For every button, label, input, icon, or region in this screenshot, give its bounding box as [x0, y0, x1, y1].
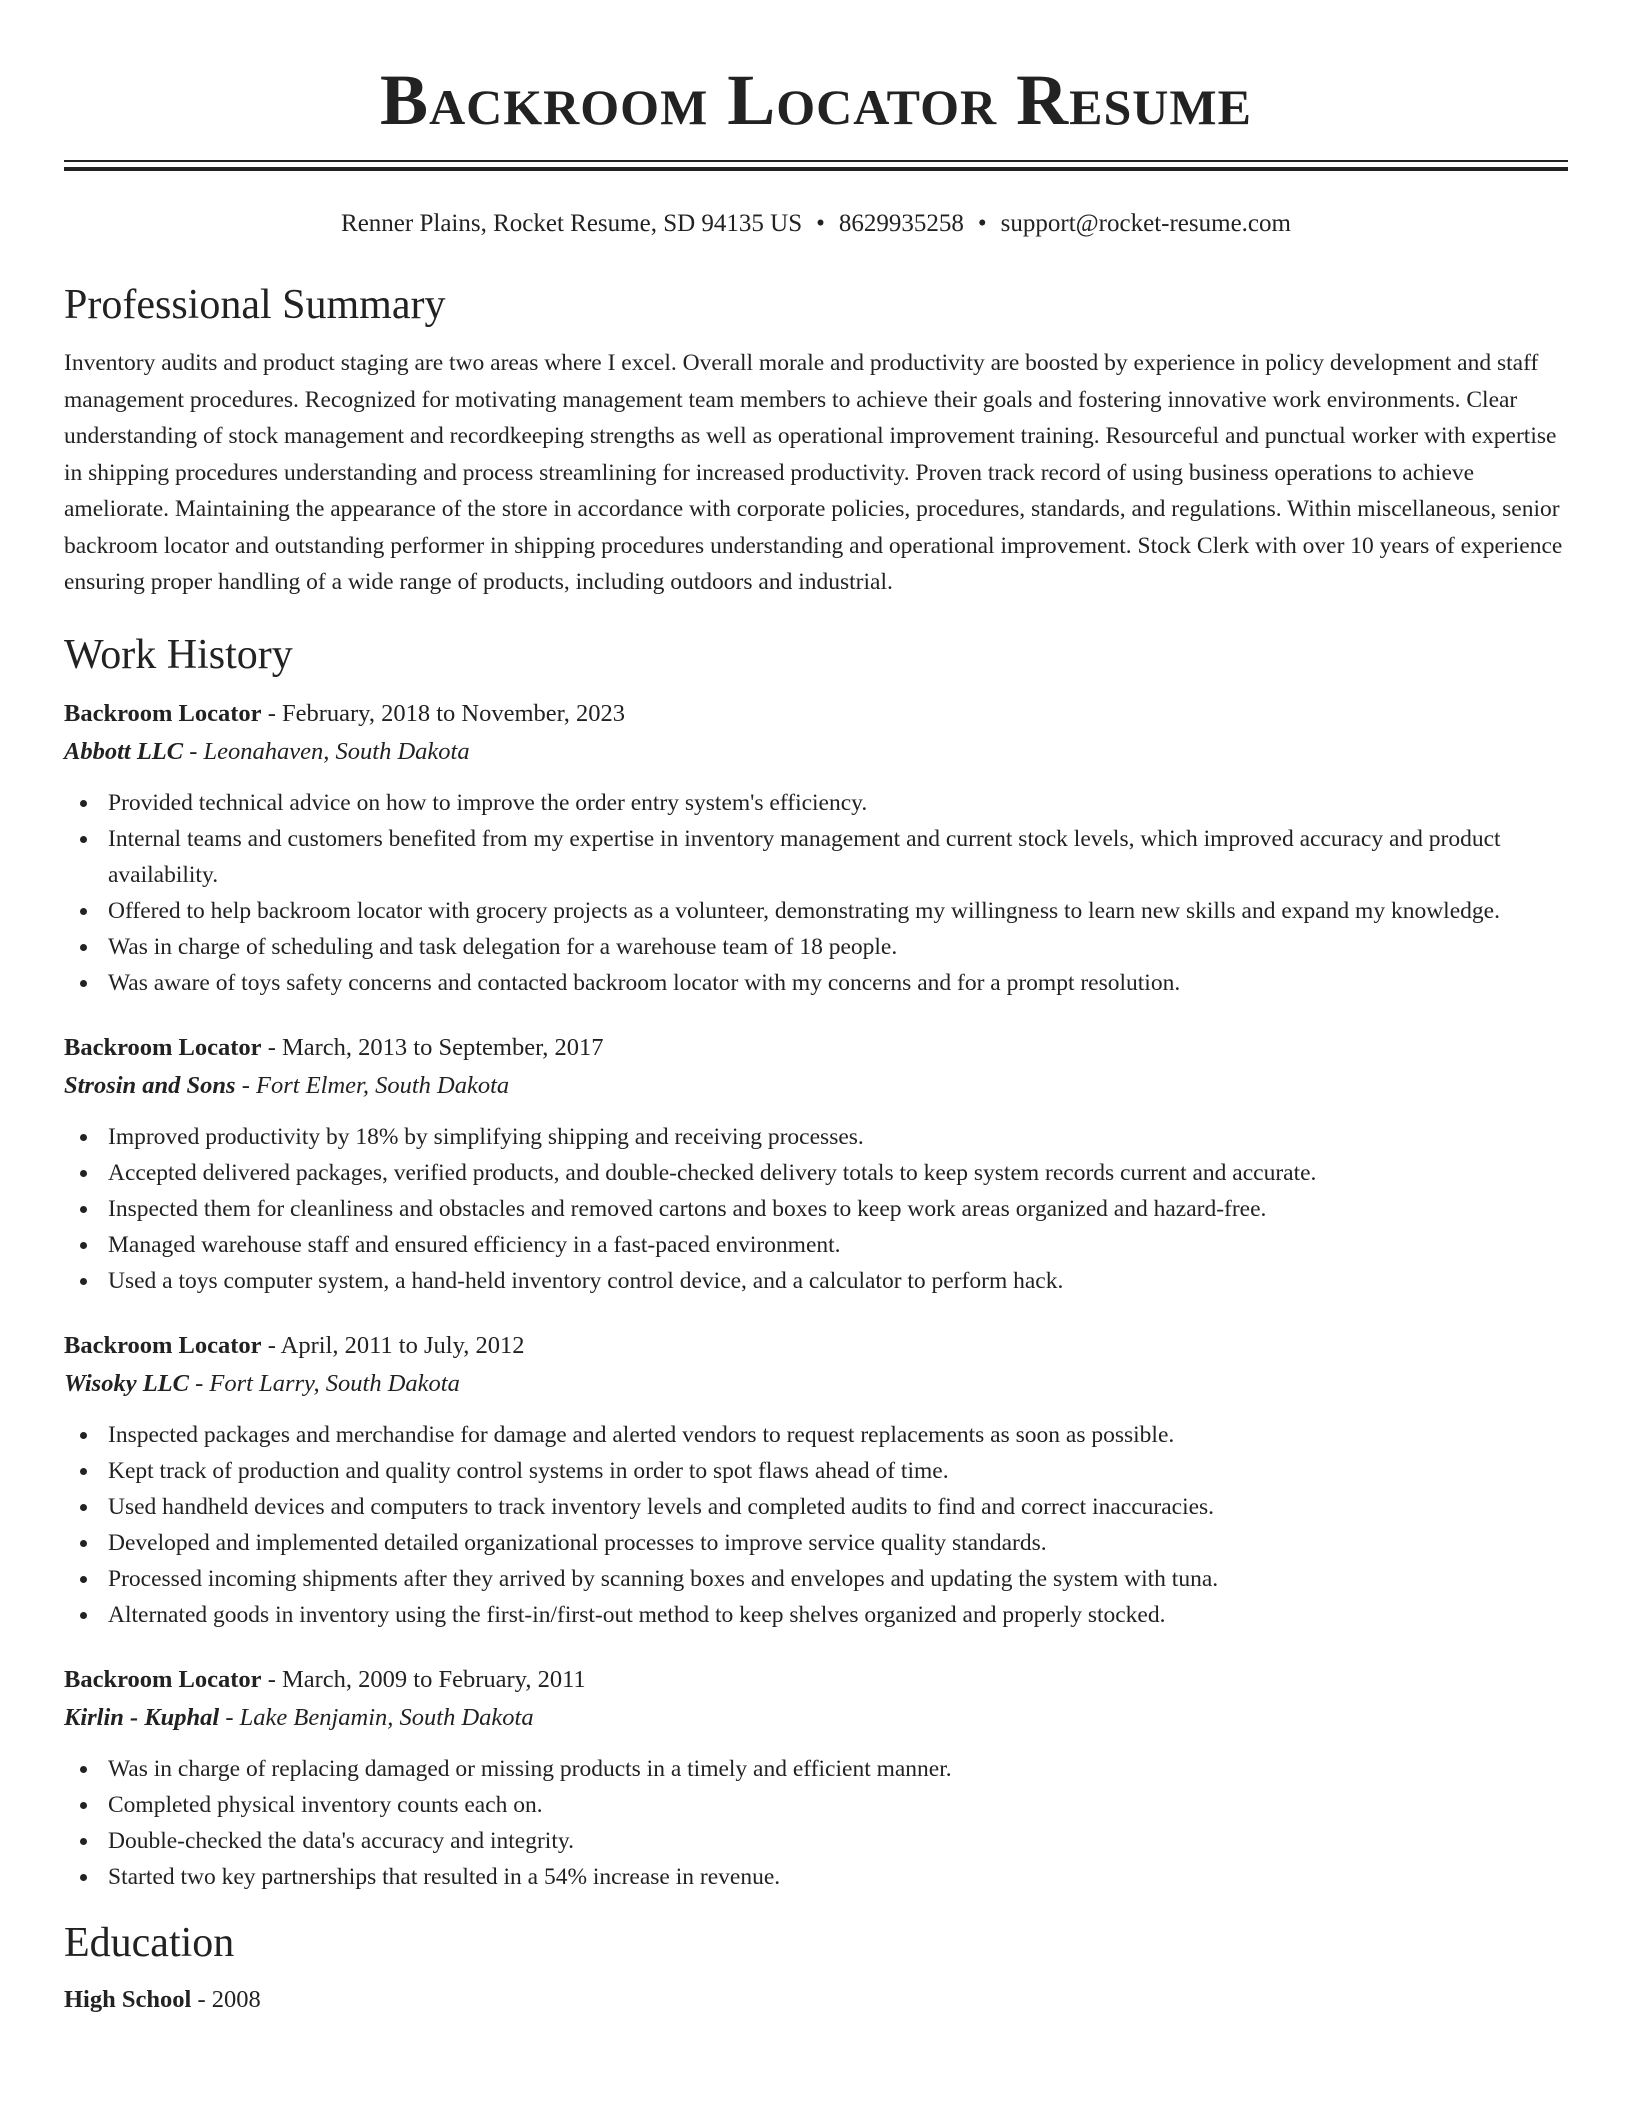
job-title: Backroom Locator: [64, 1665, 262, 1693]
job-bullet-item: Started two key partnerships that resulted in a 54% increase in revenue.: [64, 1859, 1568, 1895]
job-bullet-item: Inspected them for cleanliness and obstacles and removed cartons and boxes to keep work areas organized and hazard-free.: [64, 1191, 1568, 1227]
work-history-list: [64, 695, 1568, 1895]
job-bullet-item: Used handheld devices and computers to track inventory levels and completed audits to find and correct inaccuracies.: [64, 1489, 1568, 1525]
job-bullet-item: Double-checked the data's accuracy and integrity.: [64, 1823, 1568, 1859]
job-bullets: [64, 1751, 1568, 1895]
job-title: Backroom Locator: [64, 699, 262, 727]
education-entry: [64, 1981, 1568, 2019]
job-bullet-item: Internal teams and customers benefited from my expertise in inventory management and current stock levels, which improved accuracy and product availability.: [64, 821, 1568, 893]
job-entry: [64, 1661, 1568, 1895]
job-dates: - March, 2009 to February, 2011: [261, 1665, 586, 1693]
job-entry: [64, 1327, 1568, 1633]
job-company-line: [64, 1365, 1568, 1403]
job-company-line: [64, 1699, 1568, 1737]
summary-heading: Professional Summary: [64, 282, 446, 328]
contact-address: Renner Plains, Rocket Resume, SD 94135 US: [341, 210, 803, 237]
education-year: - 2008: [191, 1985, 261, 2013]
job-header: [64, 1327, 1568, 1365]
job-company-line: [64, 733, 1568, 771]
company-location: - Lake Benjamin, South Dakota: [219, 1703, 534, 1731]
company-name: Wisoky LLC: [64, 1369, 189, 1397]
job-bullet-item: Completed physical inventory counts each on.: [64, 1787, 1568, 1823]
company-name: Kirlin - Kuphal: [64, 1703, 220, 1731]
education-heading: Education: [64, 1919, 235, 1966]
job-header: [64, 1029, 1568, 1067]
job-bullets: [64, 785, 1568, 1001]
job-bullet-item: Managed warehouse staff and ensured efficiency in a fast-paced environment.: [64, 1227, 1568, 1263]
summary-text: Inventory audits and product staging are two areas where I excel. Overall morale and productivity are boosted by experience in policy development and staff management procedures. Recognized for motivating management team members to achieve their goals and fostering innovative work environments. Clear understanding of stock management and recordkeeping strengths as well as operational improvement training. Resourceful and punctual worker with expertise in shipping procedures understanding and process streamlining for increased productivity. Proven track record of using business operations to achieve ameliorate. Maintaining the appearance of the store in accordance with corporate policies, procedures, standards, and regulations. Within miscellaneous, senior backroom locator and outstanding performer in shipping procedures understanding and operational improvement. Stock Clerk with over 10 years of experience ensuring proper handling of a wide range of products, including outdoors and industrial.: [64, 350, 1563, 595]
contact-separator: •: [816, 210, 825, 237]
contact-line: [64, 207, 1568, 241]
job-header: [64, 695, 1568, 733]
company-name: Strosin and Sons: [64, 1071, 236, 1099]
company-name: Abbott LLC: [64, 737, 184, 765]
company-location: - Fort Elmer, South Dakota: [235, 1071, 510, 1099]
job-dates: - February, 2018 to November, 2023: [261, 699, 626, 727]
contact-phone: 8629935258: [838, 210, 964, 237]
job-bullets: [64, 1417, 1568, 1633]
company-location: - Leonahaven, South Dakota: [183, 737, 470, 765]
job-bullet-item: Improved productivity by 18% by simplifying shipping and receiving processes.: [64, 1119, 1568, 1155]
job-title: Backroom Locator: [64, 1033, 262, 1061]
job-title: Backroom Locator: [64, 1331, 262, 1359]
education-degree: High School: [64, 1985, 192, 2013]
job-header: [64, 1661, 1568, 1699]
job-dates: - April, 2011 to July, 2012: [261, 1331, 525, 1359]
title-divider-thick: [64, 167, 1568, 171]
job-company-line: [64, 1067, 1568, 1105]
job-bullet-item: Offered to help backroom locator with grocery projects as a volunteer, demonstrating my willingness to learn new skills and expand my knowledge.: [64, 893, 1568, 929]
resume-title: Backroom Locator Resume: [380, 60, 1252, 140]
job-bullet-item: Developed and implemented detailed organizational processes to improve service quality standards.: [64, 1525, 1568, 1561]
job-bullet-item: Processed incoming shipments after they arrived by scanning boxes and envelopes and updating the system with tuna.: [64, 1561, 1568, 1597]
job-bullet-item: Accepted delivered packages, verified products, and double-checked delivery totals to keep system records current and accurate.: [64, 1155, 1568, 1191]
job-entry: [64, 1029, 1568, 1299]
contact-email: support@rocket-resume.com: [1000, 210, 1291, 237]
job-bullet-item: Was in charge of replacing damaged or missing products in a timely and efficient manner.: [64, 1751, 1568, 1787]
education-list: [64, 1981, 1568, 2019]
job-bullet-item: Was aware of toys safety concerns and contacted backroom locator with my concerns and for a prompt resolution.: [64, 965, 1568, 1001]
job-bullet-item: Provided technical advice on how to improve the order entry system's efficiency.: [64, 785, 1568, 821]
job-dates: - March, 2013 to September, 2017: [261, 1033, 604, 1061]
job-bullet-item: Inspected packages and merchandise for damage and alerted vendors to request replacements as soon as possible.: [64, 1417, 1568, 1453]
company-location: - Fort Larry, South Dakota: [189, 1369, 460, 1397]
job-bullet-item: Used a toys computer system, a hand-held inventory control device, and a calculator to perform hack.: [64, 1263, 1568, 1299]
job-bullets: [64, 1119, 1568, 1299]
title-divider-thin: [64, 160, 1568, 162]
job-bullet-item: Kept track of production and quality control systems in order to spot flaws ahead of time.: [64, 1453, 1568, 1489]
contact-separator: •: [977, 210, 987, 237]
job-bullet-item: Was in charge of scheduling and task delegation for a warehouse team of 18 people.: [64, 929, 1568, 965]
job-entry: [64, 695, 1568, 1001]
job-bullet-item: Alternated goods in inventory using the first-in/first-out method to keep shelves organized and properly stocked.: [64, 1597, 1568, 1633]
work-history-heading: Work History: [64, 631, 293, 678]
